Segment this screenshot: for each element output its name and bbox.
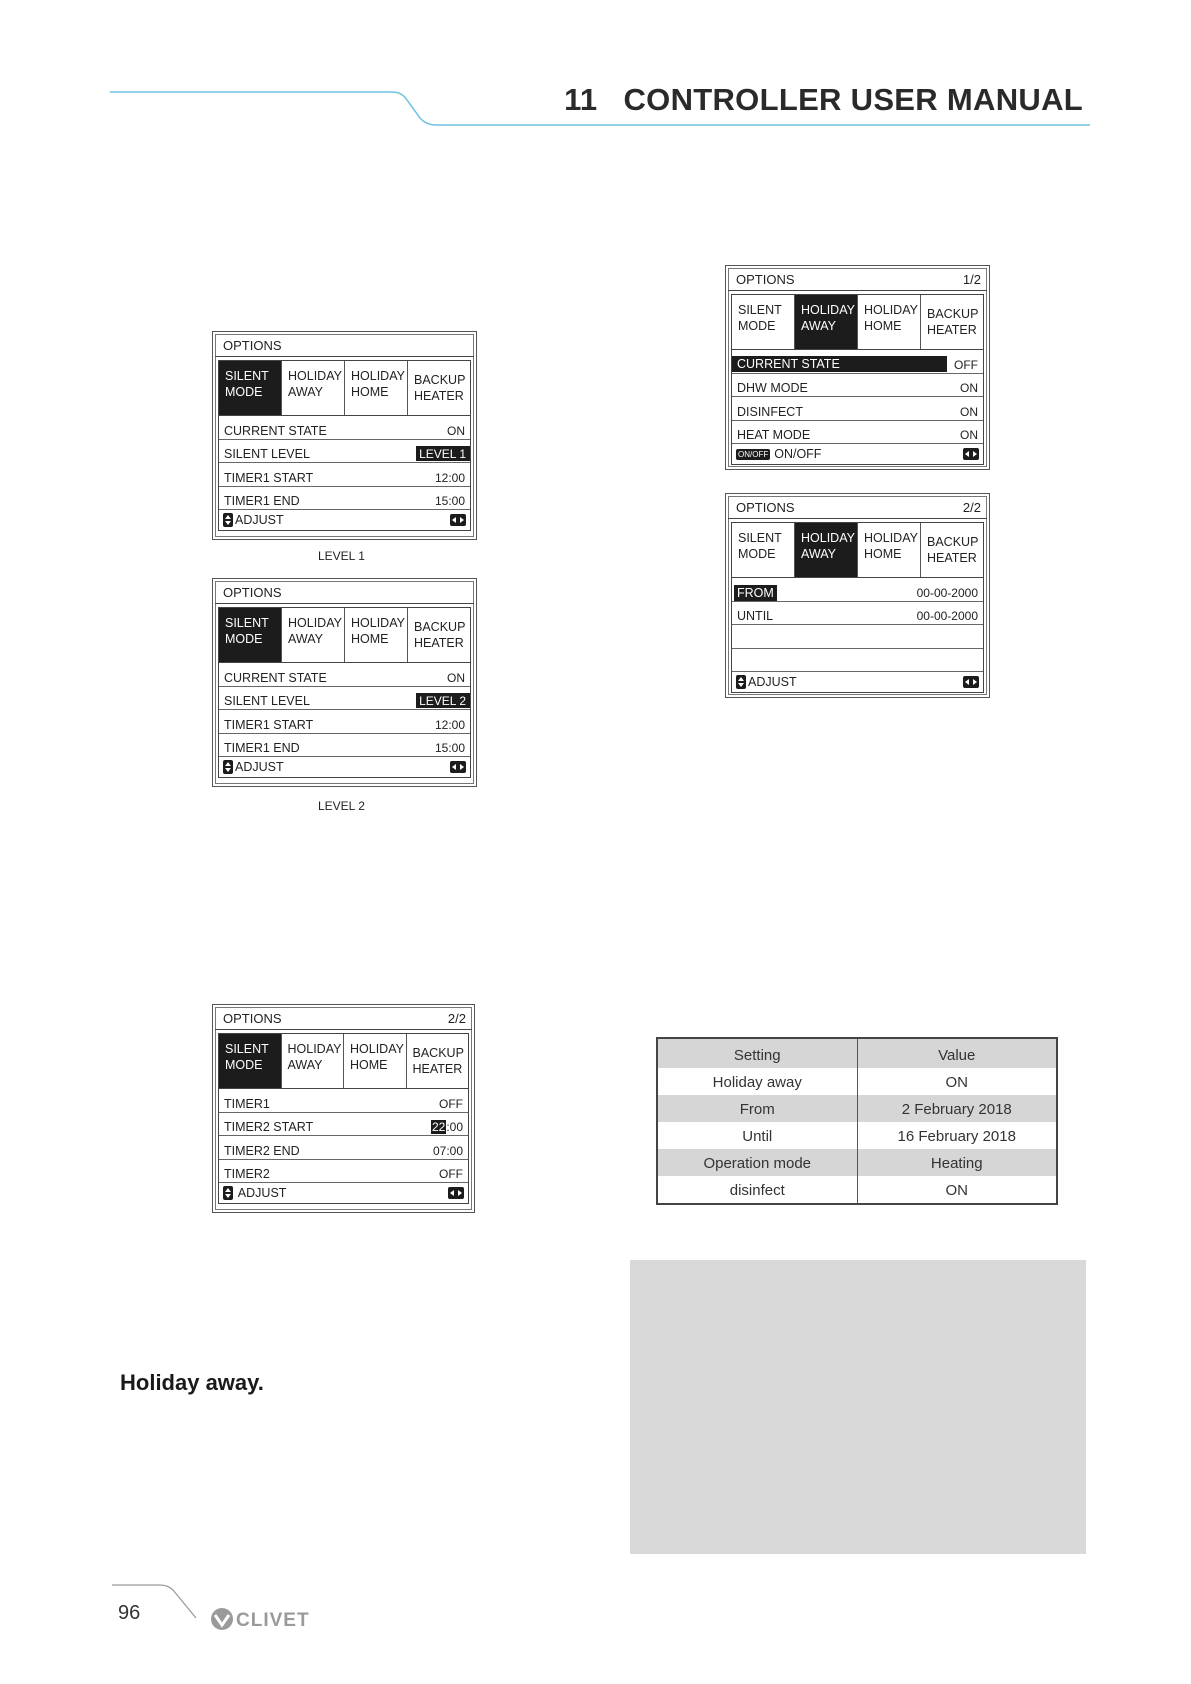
table-cell: disinfect [657,1176,857,1204]
row-timer1-end[interactable]: TIMER1 END 15:00 [219,487,470,511]
tab-backup-heater[interactable]: BACKUP HEATER [927,307,979,337]
up-down-icon [736,675,746,689]
row-silent-level[interactable]: SILENT LEVEL LEVEL 1 [219,440,470,464]
row-empty [732,649,983,673]
table-cell: Holiday away [657,1068,857,1095]
tab-holiday-home[interactable]: HOLIDAY HOME [345,608,408,662]
controller-screen-holiday-away-1 [725,265,990,470]
adjust-label: ADJUST [748,674,797,689]
table-row [657,1122,1057,1149]
options-rows [218,416,471,510]
row-timer1[interactable]: TIMER1 OFF [219,1089,468,1113]
page-indicator: 1/2 [962,271,981,287]
row-timer1-end[interactable]: TIMER1 END 15:00 [219,734,470,758]
row-timer1-start[interactable]: TIMER1 START 12:00 [219,463,470,487]
page-indicator: 2/2 [962,499,981,515]
tab-holiday-away[interactable]: HOLIDAY AWAY [282,361,345,415]
adjust-label: ADJUST [235,759,284,774]
tab-holiday-away[interactable]: HOLIDAY AWAY [282,1034,345,1088]
table-cell: 2 February 2018 [857,1095,1057,1122]
screen-header [215,1007,472,1030]
adjust-label: ADJUST [237,1185,287,1200]
left-right-icon [963,448,979,460]
screen-footer [218,1183,469,1204]
screen-footer [218,510,471,531]
row-current-state[interactable]: CURRENT STATE OFF [732,350,983,374]
screen-title: OPTIONS [736,499,795,515]
tab-holiday-away[interactable]: HOLIDAY AWAY [282,608,345,662]
tab-holiday-home[interactable]: HOLIDAY HOME [858,295,921,349]
onoff-label: ON/OFF [774,447,822,461]
row-timer2-end[interactable]: TIMER2 END 07:00 [219,1136,468,1160]
controller-screen-level1 [212,331,477,540]
up-down-icon [223,513,233,527]
tab-holiday-home[interactable]: HOLIDAY HOME [344,1034,407,1088]
tab-silent-mode[interactable]: SILENT MODE [219,1034,282,1088]
left-right-icon [963,676,979,688]
screen-header [215,334,474,357]
table-row [657,1176,1057,1204]
row-empty [732,625,983,649]
table-cell: ON [945,1182,968,1199]
section-number: 11 [564,82,598,117]
row-timer2[interactable]: TIMER2 OFF [219,1160,468,1184]
options-tabs [218,360,471,416]
left-right-icon [450,761,466,773]
controller-screen-holiday-away-2 [725,493,990,698]
tab-holiday-home[interactable]: HOLIDAY HOME [858,523,921,577]
row-until[interactable]: UNTIL 00-00-2000 [732,602,983,626]
tab-holiday-away[interactable]: HOLIDAY AWAY [795,523,858,577]
row-current-state[interactable]: CURRENT STATE ON [219,663,470,687]
page-number: 96 [118,1602,141,1624]
tab-silent-mode[interactable]: SILENT MODE [219,608,282,662]
table-cell: Until [657,1122,857,1149]
row-timer2-start[interactable]: TIMER2 START 22:00 [219,1113,468,1137]
screen-header [728,496,987,519]
section-heading [564,82,1083,118]
options-rows [218,663,471,757]
table-cell: Operation mode [657,1149,857,1176]
tab-backup-heater[interactable]: BACKUP HEATER [412,1046,464,1076]
screen-footer [731,672,984,693]
table-cell: 16 February 2018 [897,1128,1016,1145]
tab-holiday-home[interactable]: HOLIDAY HOME [345,361,408,415]
screen-title: OPTIONS [223,337,282,353]
table-cell: From [657,1095,857,1122]
table-row [657,1095,1057,1122]
table-header: Value [857,1038,1057,1068]
up-down-icon [223,1186,233,1200]
onoff-key-icon: ON/OFF [738,450,769,460]
row-disinfect[interactable]: DISINFECT ON [732,397,983,421]
caption-level2: LEVEL 2 [318,799,365,813]
table-cell: ON [945,1074,968,1091]
tab-backup-heater[interactable]: BACKUP HEATER [414,373,466,403]
tab-holiday-away[interactable]: HOLIDAY AWAY [795,295,858,349]
holiday-settings-table [656,1037,1058,1205]
options-rows [731,350,984,444]
controller-screen-timer2 [212,1004,475,1213]
screen-title: OPTIONS [736,271,795,287]
options-rows [731,578,984,672]
row-from[interactable]: FROM 00-00-2000 [732,578,983,602]
row-current-state[interactable]: CURRENT STATE ON [219,416,470,440]
table-row [657,1068,1057,1095]
screen-header [728,268,987,291]
left-right-icon [448,1187,464,1199]
tab-silent-mode[interactable]: SILENT MODE [219,361,282,415]
options-tabs [731,522,984,578]
adjust-label: ADJUST [235,512,284,527]
screen-title: OPTIONS [223,1010,282,1026]
row-timer1-start[interactable]: TIMER1 START 12:00 [219,710,470,734]
left-right-icon [450,514,466,526]
clivet-logo-icon [210,1606,334,1632]
table-cell: Heating [857,1149,1057,1176]
up-down-icon [223,760,233,774]
tab-backup-heater[interactable]: BACKUP HEATER [414,620,466,650]
screen-footer [731,444,984,465]
controller-screen-level2 [212,578,477,787]
screen-header [215,581,474,604]
holiday-away-heading: Holiday away. [120,1370,264,1395]
options-rows [218,1089,469,1183]
table-header-row [657,1038,1057,1068]
screen-title: OPTIONS [223,584,282,600]
grey-note-box [630,1260,1086,1554]
tab-silent-mode[interactable]: SILENT MODE [732,523,795,577]
tab-backup-heater[interactable]: BACKUP HEATER [927,535,979,565]
row-silent-level[interactable]: SILENT LEVEL LEVEL 2 [219,687,470,711]
options-tabs [218,607,471,663]
options-tabs [731,294,984,350]
screen-footer [218,757,471,778]
table-header: Setting [657,1038,857,1068]
page-indicator: 2/2 [447,1010,466,1026]
tab-silent-mode[interactable]: SILENT MODE [732,295,795,349]
svg-text:CLIVET: CLIVET [236,1610,310,1631]
row-heat-mode[interactable]: HEAT MODE ON [732,421,983,445]
caption-level1: LEVEL 1 [318,549,365,563]
row-dhw-mode[interactable]: DHW MODE ON [732,374,983,398]
section-title: CONTROLLER USER MANUAL [623,82,1083,117]
options-tabs [218,1033,469,1089]
table-row [657,1149,1057,1176]
